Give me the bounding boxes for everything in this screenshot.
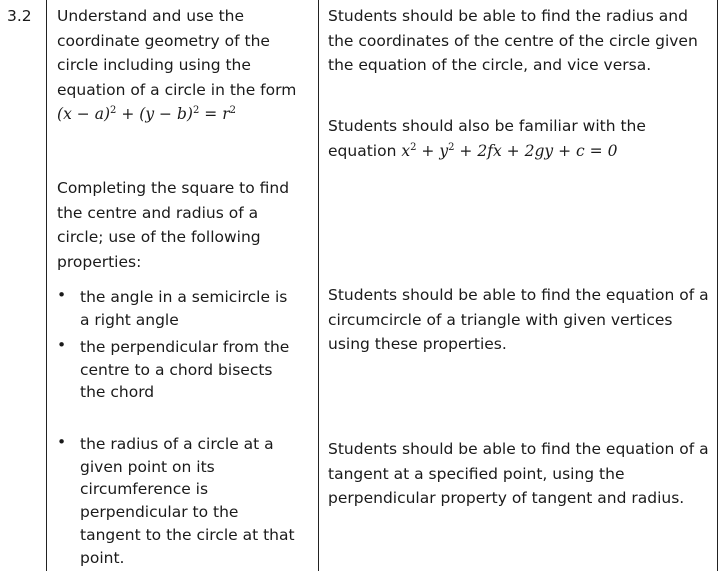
- completing-square-intro: Completing the square to find the centre and radius of a circle; use of the following properties:: [57, 179, 290, 271]
- column-divider-1: [46, 0, 47, 571]
- guidance-circumcircle: Students should be able to find the equation of a circumcircle of a triangle with given vertices using these properties.: [328, 286, 709, 354]
- row-number: 3.2: [7, 7, 32, 25]
- circle-equation-formula: $(x - a)^2 + (y - b)^2 = r^2$: [57, 105, 236, 124]
- bullet-text: the perpendicular from the centre to a chord bisects the chord: [80, 338, 290, 402]
- bullet-dot: •: [57, 286, 67, 304]
- bullet-dot: •: [57, 433, 67, 451]
- bullet-dot: •: [57, 336, 67, 354]
- bullet-item: [57, 433, 297, 569]
- spec-description: [57, 4, 307, 127]
- guidance-tangent: Students should be able to find the equation of a tangent at a specified point, using the perpendicular property of tangent and radius.: [328, 440, 709, 508]
- guidance-radius-centre: Students should be able to find the radius and the coordinates of the centre of the circle given the equation of the circle, and vice versa.: [328, 7, 698, 75]
- bullet-text: the angle in a semicircle is a right angle: [80, 288, 288, 329]
- spec-description-text: Understand and use the coordinate geometry of the circle including using the equation of a circle in the form: [57, 7, 297, 99]
- bullet-text: the radius of a circle at a given point on its circumference is perpendicular to the tangent to the circle at that point.: [80, 435, 295, 567]
- bullet-item: [57, 286, 297, 331]
- guidance-general-equation-text: Students should also be familiar with the equation: [328, 117, 646, 160]
- guidance-general-equation: [328, 114, 708, 163]
- bullet-item: [57, 336, 297, 404]
- general-circle-formula: $x^2 + y^2 + 2fx + 2gy + c = 0$: [401, 141, 618, 160]
- column-divider-2: [318, 0, 319, 571]
